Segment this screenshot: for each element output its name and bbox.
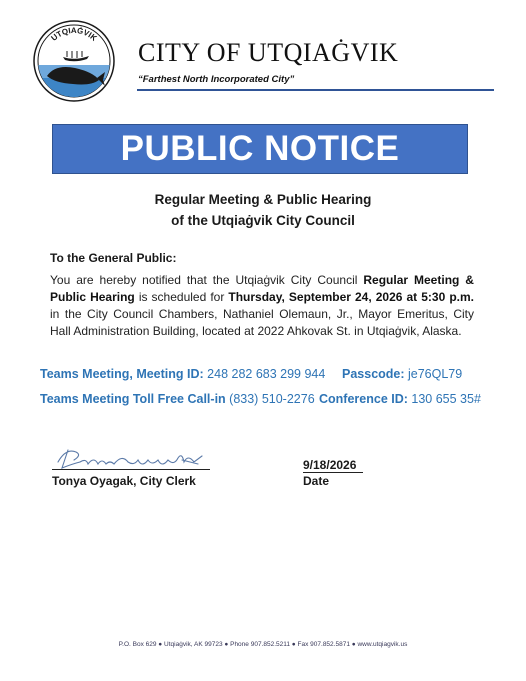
teams-conference-id: 130 655 35# [407, 392, 481, 406]
body-text-2: is scheduled for [134, 290, 229, 304]
salutation: To the General Public: [50, 251, 177, 265]
teams-passcode-line [342, 367, 462, 381]
teams-meeting-id-line [40, 367, 325, 381]
footer-contact-info: P.O. Box 629 ● Utqiaġvik, AK 99723 ● Phone 907.852.5211 ● Fax 907.852.5871 ● www.utqiagvik.us [118, 641, 408, 648]
teams-meeting-id-label: Teams Meeting, Meeting ID: [40, 367, 204, 381]
city-tagline: “Farthest North Incorporated City” [138, 74, 295, 85]
city-name: CITY OF UTQIAĠVIK [138, 38, 399, 67]
notice-subtitle-line-2: of the Utqiaġvik City Council [171, 213, 355, 228]
body-meeting-type: Regular Meeting & Public Hearing [50, 273, 474, 304]
header-divider [137, 89, 494, 91]
body-meeting-datetime: Thursday, September 24, 2026 at 5:30 p.m. [228, 290, 474, 304]
teams-meeting-id: 248 282 683 299 944 [203, 367, 326, 381]
city-seal-logo [33, 20, 115, 102]
date-line [303, 472, 363, 473]
teams-tollfree-line [40, 392, 315, 406]
body-text-1: You are hereby notified that the Utqiaġvik City Council [50, 273, 364, 287]
notice-body-paragraph [50, 272, 474, 340]
seal-arc-text: UTQIAĠVIK [49, 25, 99, 43]
teams-tollfree-number: (833) 510-2276 [225, 392, 315, 406]
teams-tollfree-label: Teams Meeting Toll Free Call-in [40, 392, 226, 406]
date-label: Date [303, 474, 330, 488]
signature-line [52, 469, 210, 470]
banner-title: PUBLIC NOTICE [120, 129, 400, 168]
signature-date: 9/18/2026 [303, 458, 357, 472]
notice-subtitle-line-1: Regular Meeting & Public Hearing [154, 192, 372, 207]
clerk-name: Tonya Oyagak, City Clerk [52, 474, 196, 488]
teams-passcode: je76QL79 [404, 367, 463, 381]
teams-conference-line [319, 392, 481, 406]
public-notice-banner [52, 124, 468, 174]
body-text-3: in the City Council Chambers, Nathaniel Olemaun, Jr., Mayor Emeritus, City Hall Administration Building, located at 2022 Ahkovak St. in Utqiaġvik, Alaska. [50, 307, 474, 338]
teams-passcode-label: Passcode: [342, 367, 405, 381]
teams-conference-label: Conference ID: [319, 392, 408, 406]
